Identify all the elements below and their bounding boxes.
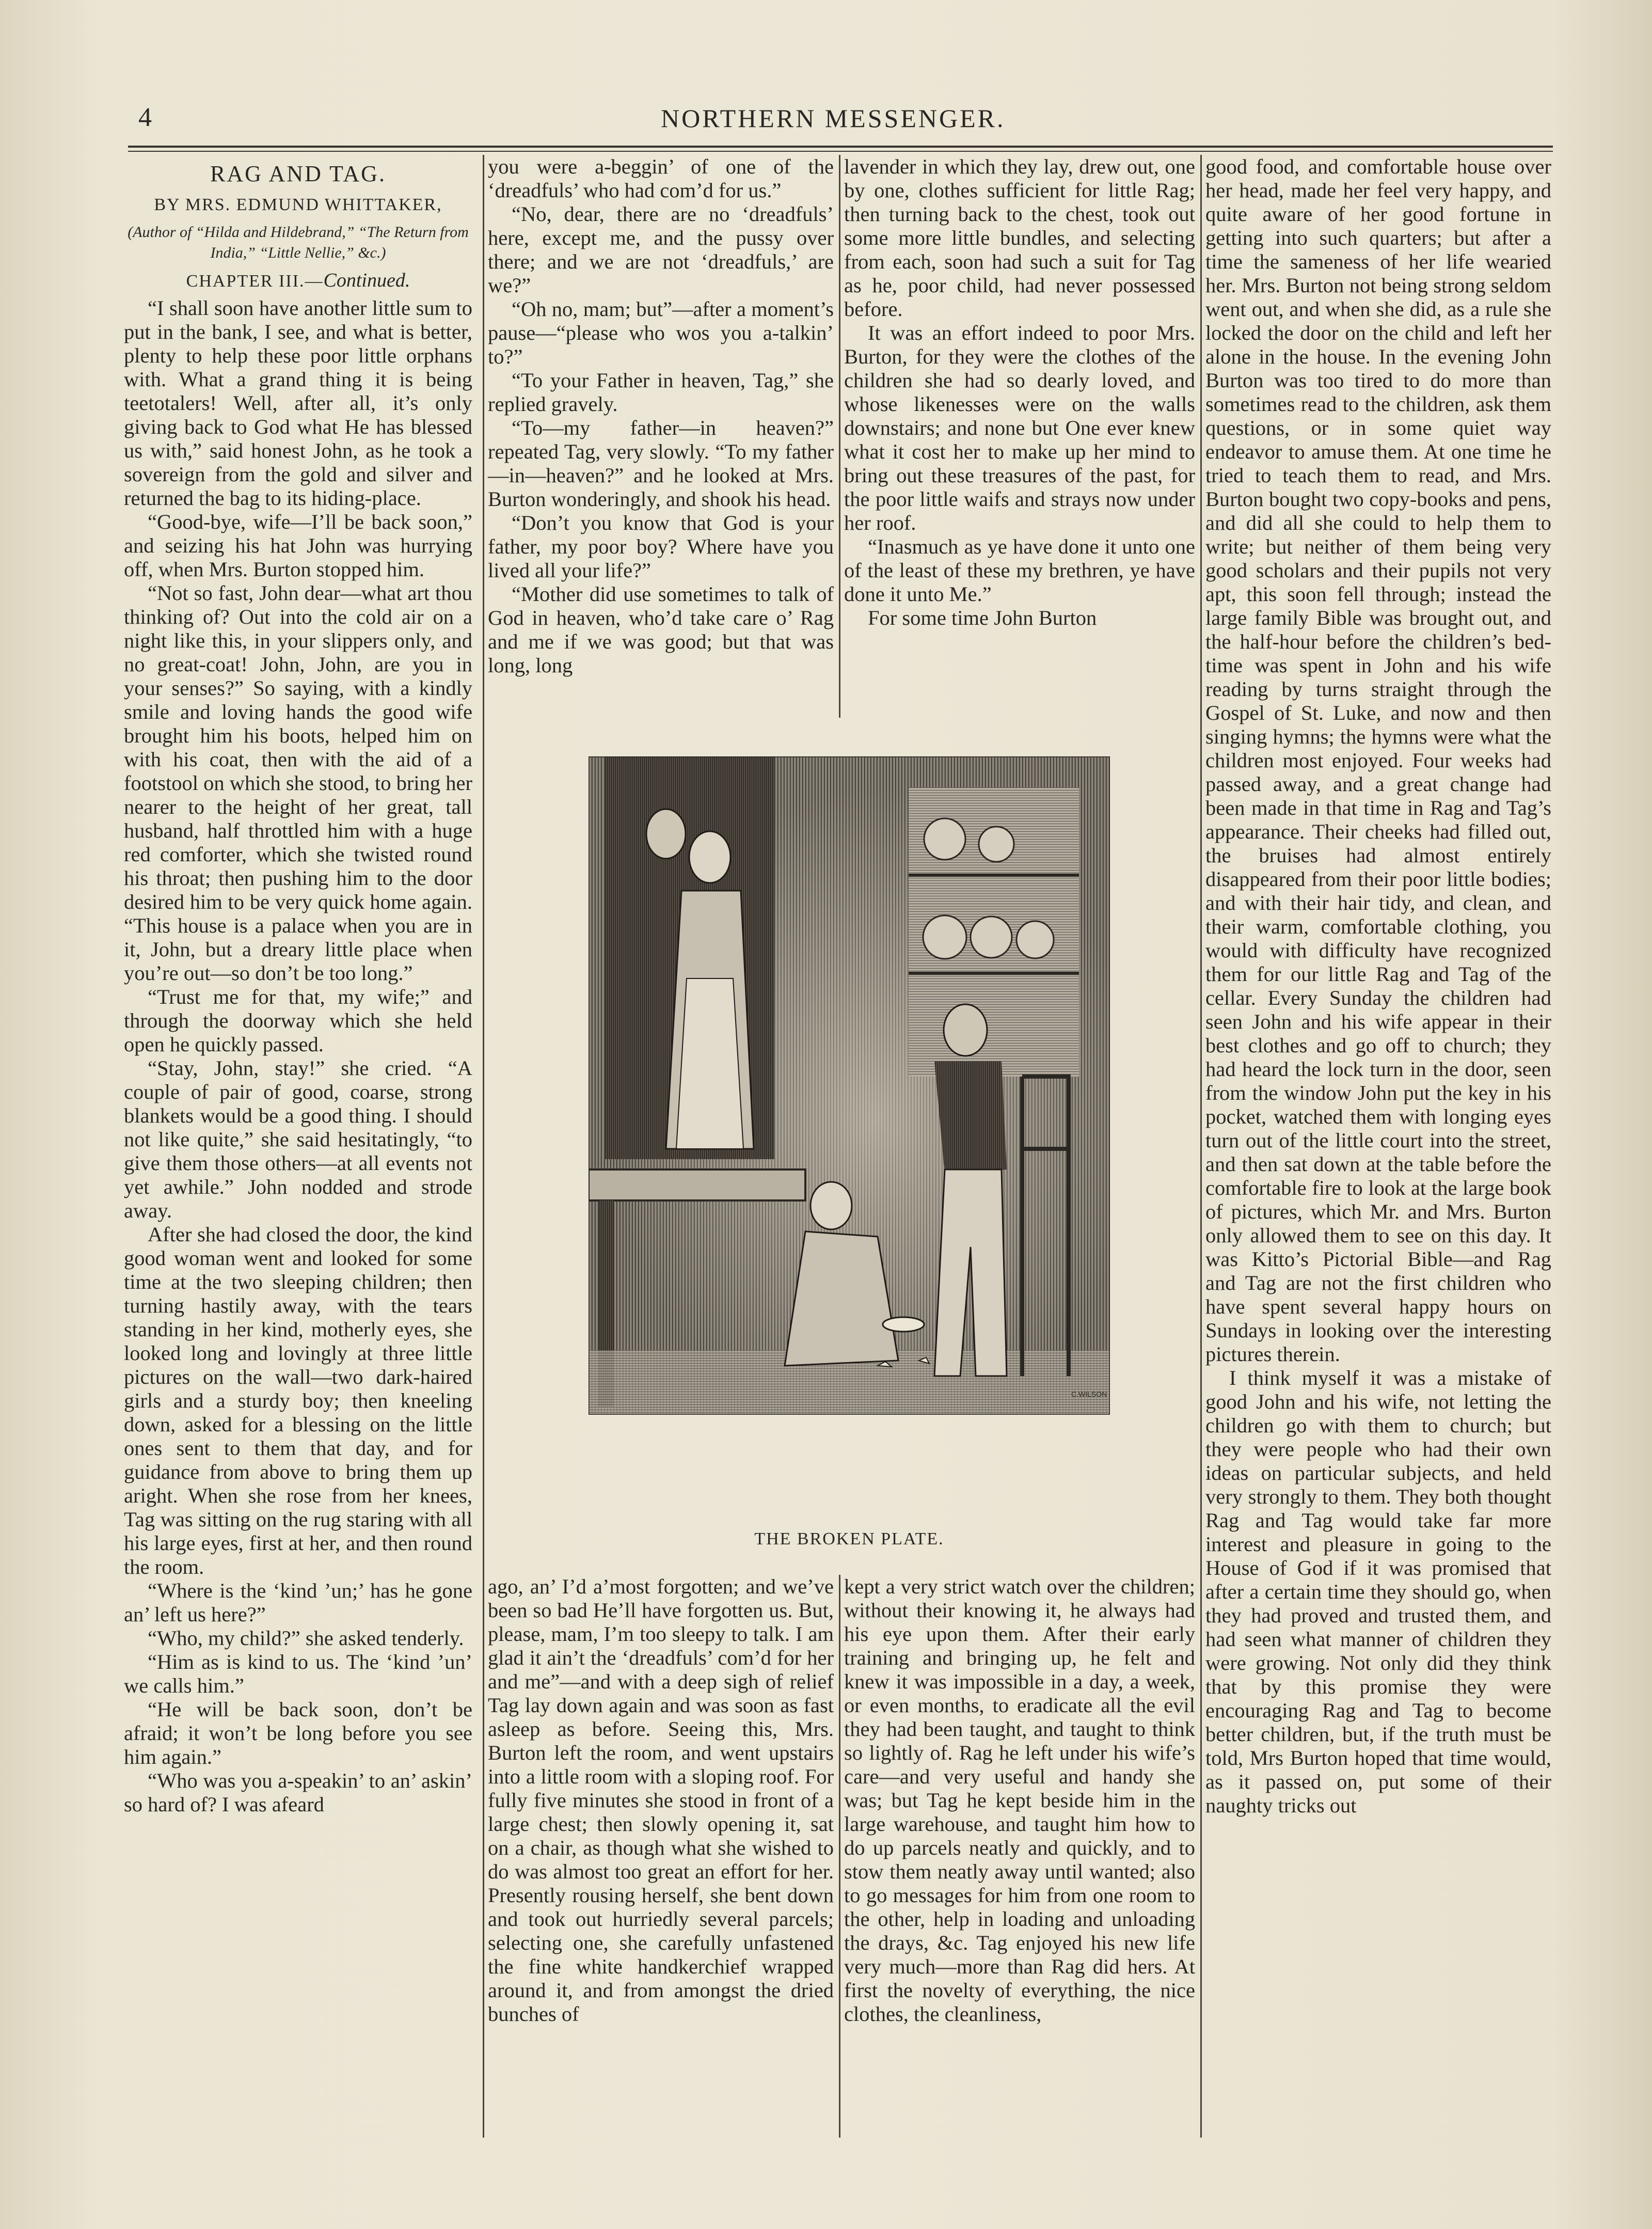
paragraph: “Stay, John, stay!” she cried. “A couple of pair of good, coarse, strong blankets would be a good thing. I should not like quite,” she said hesitatingly, “to give them those others—at all events not yet awhile.” John nodded and strode away. [124, 1056, 472, 1222]
column-4-body [1205, 155, 1551, 1817]
column-3-top [844, 155, 1195, 630]
paragraph: “Where is the ‘kind ’un;’ has he gone an’ left us here?” [124, 1579, 472, 1626]
column-4 [1205, 155, 1551, 1817]
man-figure [646, 809, 686, 859]
paragraph: “No, dear, there are no ‘dreadfuls’ here, except me, and the pussy over there; and we are not ‘dreadfuls,’ are we?” [488, 202, 834, 297]
paragraph: I think myself it was a mistake of good John and his wife, not letting the children go with them to church; but they were people who had their own ideas on particular subjects, and held very strongly to them. They both thought Rag and Tag would take far more interest and pleasure in going to the House of God if it was promised that after a certain time they should go, when they had proved and trusted them, and had seen what manner of children they were growing. Not only did they think that by this promise they were encouraging Rag and Tag to become better children, but, if the truth must be told, Mrs Burton hoped that time would, as it passed on, put some of their naughty tricks out [1205, 1366, 1551, 1817]
paragraph: “Who, my child?” she asked tenderly. [148, 1626, 464, 1650]
column-2-top [488, 155, 834, 677]
paragraph: “Who was you a-speakin’ to an’ askin’ so hard of? I was afeard [124, 1769, 472, 1816]
paragraph: lavender in which they lay, drew out, one by one, clothes sufficient for little Rag; then turning back to the chest, took out some more little bundles, and selecting from each, soon had such a suit for Tag as he, poor child, had never possessed before. [844, 155, 1195, 321]
plate [1016, 921, 1054, 958]
author-note: (Author of “Hilda and Hildebrand,” “The Return from India,” “Little Nellie,” &c.) [128, 224, 469, 261]
header-rule-bottom [128, 151, 1553, 152]
apron [676, 978, 743, 1149]
paragraph: “Not so fast, John dear—what art thou thinking of? Out into the cold air on a night like this, in your slippers only, and no great-coat! John, John, are you in your senses?” So saying, with a kindly smile and loving hands the good wife brought him his boots, helped him on with his coat, then with the aid of a footstool on which she stood, to bring her nearer to the height of her great, tall husband, half throttled him with a huge red comforter, which she twisted round his throat; then pushing him to the door desired him to be very quick home again. “This house is a palace when you are in it, John, but a dreary little place when you’re out—so don’t be too long.” [124, 581, 472, 985]
plate [979, 827, 1014, 862]
plate [923, 915, 966, 959]
table [589, 1169, 805, 1200]
girl-figure [811, 1182, 852, 1229]
chapter-continued: Continued. [323, 270, 410, 291]
column-1-body [124, 296, 472, 1816]
broken-plate [883, 1317, 924, 1332]
plate [924, 818, 965, 860]
paragraph: kept a very strict watch over the children; without their knowing it, he always had his eye upon them. After their early training and bringing up, he felt and knew it was impossible in a day, a week, or even months, to eradicate all the evil they had been taught, and taught to think so lightly of. Rag he left under his wife’s care—and very useful and handy she was; but Tag he kept beside him in the large warehouse, and taught him how to do up parcels neatly and quickly, and to stow them neatly away until wanted; also to go messages for him from one room to the other, help in loading and unloading the drays, &c. Tag enjoyed his new life very much—more than Rag did hers. At first the novelty of everything, the nice clothes, the cleanliness, [844, 1575, 1195, 2026]
column-2-top-body [488, 155, 834, 677]
paragraph: For some time John Burton [868, 606, 1097, 629]
chapter-number: CHAPTER III.— [186, 272, 324, 291]
engraving-illustration [589, 756, 1110, 1415]
paragraph: you were a-beggin’ of one of the ‘dreadfuls’ who had com’d for us.” [488, 155, 834, 202]
column-3-bottom-body [844, 1575, 1195, 2026]
story-title: RAG AND TAG. [210, 161, 386, 186]
column-divider-3 [1200, 155, 1202, 2138]
header-rule-top [128, 146, 1553, 148]
paragraph: “Mother did use sometimes to talk of God in heaven, who’d take care o’ Rag and me if we was good; but that was long, long [488, 582, 834, 677]
column-divider-2-bottom [839, 1575, 840, 2138]
paragraph: “Trust me for that, my wife;” and through the doorway which she held open he quickly passed. [124, 985, 472, 1056]
paragraph: It was an effort indeed to poor Mrs. Burton, for they were the clothes of the children she had so dearly loved, and whose likenesses were on the walls downstairs; and none but One ever knew what it cost her to make up her mind to bring out these treasures of the past, for the poor little waifs and strays now under her roof. [844, 321, 1195, 534]
column-divider-1 [483, 155, 484, 2138]
paragraph: “Don’t you know that God is your father, my poor boy? Where have you lived all your life?” [488, 511, 834, 582]
boy-figure [944, 1004, 987, 1056]
paragraph: “Oh no, mam; but”—after a moment’s pause—“please who wos you a-talkin’ to?” [488, 297, 834, 368]
paragraph: “He will be back soon, don’t be afraid; it won’t be long before you see him again.” [124, 1698, 472, 1768]
paragraph: “To your Father in heaven, Tag,” she replied gravely. [488, 369, 834, 416]
paragraph: “I shall soon have another little sum to put in the bank, I see, and what is better, plenty to help these poor little orphans with. What a grand thing it is being teetotalers! Well, after all, it’s only giving back to God what He has blessed us with,” said honest John, as he took a sovereign from the gold and silver and returned the bag to its hiding-place. [124, 296, 472, 510]
woman-figure [689, 831, 730, 883]
plate [971, 916, 1012, 958]
page-number: 4 [138, 103, 152, 132]
engraver-signature: C.WILSON [1071, 1390, 1107, 1398]
column-1 [124, 155, 472, 1816]
paragraph: “To—my father—in heaven?” repeated Tag, very slowly. “To my father—in—heaven?” and he looked at Mrs. Burton wonderingly, and shook his head. [488, 416, 834, 511]
chapter-heading [124, 268, 472, 293]
column-2-bottom-body [488, 1575, 834, 2026]
column-2-bottom [488, 1575, 834, 2026]
column-divider-2-top [839, 155, 840, 718]
paragraph: “Inasmuch as ye have done it unto one of the least of these my brethren, ye have done it unto Me.” [844, 535, 1195, 606]
masthead: NORTHERN MESSENGER. [661, 104, 1006, 133]
paragraph: “Good-bye, wife—I’ll be back soon,” and seizing his hat John was hurrying off, when Mrs. Burton stopped him. [124, 510, 472, 581]
paragraph: After she had closed the door, the kind good woman went and looked for some time at the two sleeping children; then turning hastily away, with the tears standing in her kind, motherly eyes, she looked long and lovingly at three little pictures on the wall—two dark-haired girls and a sturdy boy; then kneeling down, asked for a blessing on the little ones sent to them that day, and for guidance from above to bring them up aright. When she rose from her knees, Tag was sitting on the rug staring with all his large eyes, first at her, and then round the room. [124, 1223, 472, 1578]
paragraph: ago, an’ I’d a’most forgotten; and we’ve been so bad He’ll have forgotten us. But, please, mam, I’m too sleepy to talk. I am glad it ain’t the ‘dreadfuls’ com’d for her and me”—and with a deep sigh of relief Tag lay down again and was soon as fast asleep as before. Seeing this, Mrs. Burton left the room, and went upstairs into a little room with a sloping roof. For fully five minutes she stood in front of a large chest; then slowly opening it, sat on a chair, as though what she wished to do was almost too great an effort for her. Presently rousing herself, she bent down and took out hurriedly several parcels; selecting one, she carefully unfastened the fine white handkerchief wrapped around it, and from amongst the dried bunches of [488, 1575, 834, 2026]
paragraph: good food, and comfortable house over her head, made her feel very happy, and quite aware of her good fortune in getting into such quarters; but after a time the sameness of her life wearied her. Mrs. Burton not being strong seldom went out, and when she did, as a rule she locked the door on the child and left her alone in the house. In the evening John Burton was too tired to do more than sometimes read to the children, ask them questions, or in some quiet way endeavor to amuse them. At one time he tried to teach them to read, and Mrs. Burton bought two copy-books and pens, and did all she could to help them to write; but neither of them being very good scholars and their pupils not very apt, this soon fell through; instead the large family Bible was brought out, and the half-hour before the children’s bed-time was spent in John and his wife reading by turns straight through the Gospel of St. Luke, and now and then singing hymns; the hymns were what the children most enjoyed. Four weeks had passed away, and a great change had been made in that time in Rag and Tag’s appearance. Their cheeks had filled out, the bruises had almost entirely disappeared from their poor little bodies; and with their hair tidy, and clean, and their warm, comfortable clothing, you would with difficulty have recognized them for our little Rag and Tag of the cellar. Every Sunday the children had seen John and his wife appear in their best clothes and go off to church; they had heard the lock turn in the door, seen from the window John put the key in his pocket, watched them with longing eyes turn out of the little court into the street, and then sat down at the table before the comfortable fire to look at the large book of pictures, which Mr. and Mrs. Burton only allowed them to see on this day. It was Kitto’s Pictorial Bible—and Rag and Tag are not the first children who have spent several happy hours on Sundays in looking over the interesting pictures therein. [1205, 155, 1551, 1366]
paragraph: “Him as is kind to us. The ‘kind ’un’ we calls him.” [124, 1650, 472, 1697]
column-3-top-body [844, 155, 1195, 630]
column-3-bottom [844, 1575, 1195, 2026]
figure-caption: THE BROKEN PLATE. [754, 1529, 944, 1548]
story-byline: BY MRS. EDMUND WHITTAKER, [154, 195, 442, 214]
